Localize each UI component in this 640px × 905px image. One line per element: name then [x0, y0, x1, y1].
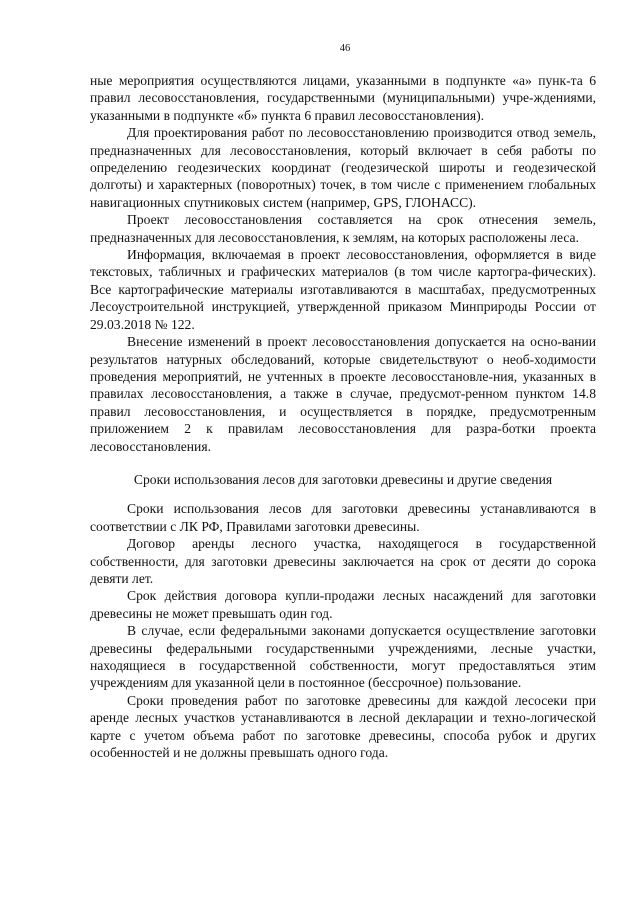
paragraph: Внесение изменений в проект лесовосстановления допускается на осно-вании результатов натурных обследований, которые свидетельствуют о необ-ходимости проведения мероприятий, не учтенных в проекте лесовосстановле-ния, указанных в правилах лесовосстановления, а также в случае, предусмот-ренном пунктом 14.8 правил лесовосстановления, и осуществляется в порядке, предусмотренным приложением 2 к правилам лесовосстановления для разра-ботки проекта лесовосстановления.	[90, 334, 596, 454]
paragraph: ные мероприятия осуществляются лицами, указанными в подпункте «а» пунк-та 6 правил лесовосстановления, государственными (муниципальными) учре-ждениями, указанными в подпункте «б» пункта 6 правил лесовосстановления).	[90, 73, 596, 123]
paragraph: Для проектирования работ по лесовосстановлению производится отвод земель, предназначенных для лесовосстановления, который включает в себя работы по определению геодезических координат (геодезической широты и геодезической долготы) и характерных (поворотных) точек, в том числе с применением глобальных навигационных спутниковых систем (например, GPS, ГЛОНАСС).	[90, 125, 596, 210]
body-text-before-heading	[90, 72, 596, 455]
paragraph: Проект лесовосстановления составляется на срок отнесения земель, предназначенных для лесовосстановления, к землям, на которых расположены леса.	[90, 212, 596, 245]
section-heading: Сроки использования лесов для заготовки древесины и другие сведения	[133, 471, 553, 487]
paragraph: Срок действия договора купли-продажи лесных насаждений для заготовки древесины не может превышать один год.	[90, 588, 596, 621]
page-number: 46	[339, 43, 351, 54]
paragraph: Договор аренды лесного участка, находящегося в государственной собственности, для заготовки древесины заключается на срок от десяти до сорока девяти лет.	[90, 536, 596, 586]
paragraph: Сроки проведения работ по заготовке древесины для каждой лесосеки при аренде лесных участков устанавливаются в лесной декларации и техно-логической карте с учетом объема работ по заготовке древесины, способа рубок и других особенностей и не должны превышать одного года.	[90, 692, 596, 761]
paragraph: В случае, если федеральными законами допускается осуществление заготовки древесины федеральными государственными учреждениями, лесные участки, находящиеся в государственной собственности, могут предоставляться этим учреждениям для указанной цели в постоянное (бессрочное) пользование.	[90, 623, 596, 691]
paragraph: Сроки использования лесов для заготовки древесины устанавливаются в соответствии с ЛК РФ, Правилами заготовки древесины.	[90, 501, 596, 534]
body-text-after-heading	[90, 500, 596, 761]
paragraph: Информация, включаемая в проект лесовосстановления, оформляется в виде текстовых, табличных и графических материалов (в том числе картогра-фических). Все картографические материалы изготавливаются в масштабах, предусмотренных Лесоустроительной инструкцией, утвержденной приказом Минприроды России от 29.03.2018 № 122.	[90, 247, 596, 332]
